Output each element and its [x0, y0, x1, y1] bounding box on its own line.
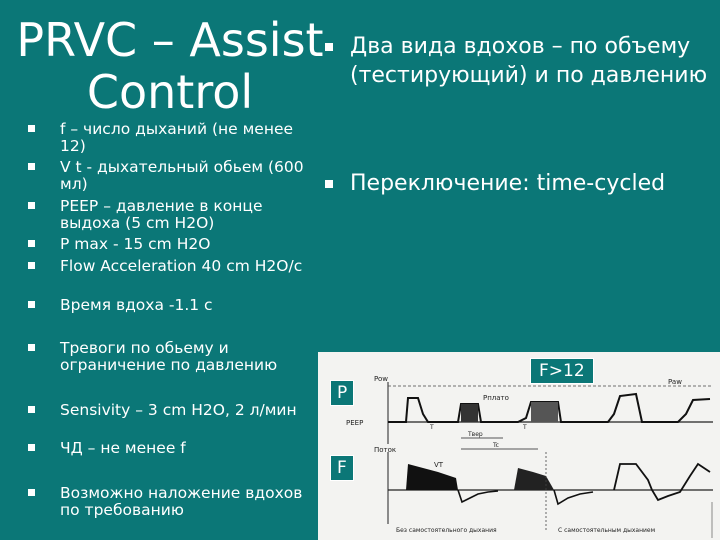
bullet-square-icon: [28, 240, 35, 247]
bullet-square-icon: [28, 406, 35, 413]
caption-spontaneous: С самостоятельным дыханием: [558, 527, 656, 534]
slide-title: [0, 14, 340, 118]
pressure-breath-fill: [531, 402, 558, 422]
bullet-square-icon: [28, 489, 35, 496]
bullet-square-icon: [325, 180, 333, 188]
flow-inspiration-fill: [514, 468, 554, 490]
title-line-2: Control: [86, 65, 254, 119]
pressure-tag: P: [330, 380, 354, 406]
label-vt: VT: [434, 461, 444, 469]
caption-no-spontaneous: Без самостоятельного дыхания: [396, 527, 497, 534]
bullet-square-icon: [325, 43, 333, 51]
ventilation-waveform-figure: [318, 352, 720, 540]
label-tinsp: Tвер: [468, 431, 483, 438]
flow-tag: F: [330, 455, 354, 481]
bullet-square-icon: [28, 344, 35, 351]
label-t1: T: [430, 424, 434, 431]
label-peep: PEEP: [346, 419, 364, 427]
bullet-square-icon: [28, 163, 35, 170]
label-pow: Pow: [374, 375, 388, 383]
label-potok: Поток: [374, 446, 397, 454]
waveform-diagram: [318, 352, 720, 540]
flow-spontaneous-curve: [614, 464, 710, 500]
bullet-square-icon: [28, 262, 35, 269]
flow-inspiration-fill: [406, 464, 458, 490]
f-greater-12-tag: F>12: [530, 358, 594, 384]
label-pplato: Pплато: [483, 394, 509, 402]
label-texp: Tc: [493, 442, 499, 449]
flow-expiration-curve: [458, 490, 498, 502]
label-t2: T: [523, 424, 527, 431]
pressure-breath-fill: [461, 404, 478, 422]
bullet-square-icon: [28, 125, 35, 132]
bullet-square-icon: [28, 301, 35, 308]
title-line-1: PRVC – Assist: [16, 13, 324, 67]
label-paw: Paw: [668, 378, 682, 386]
bullet-square-icon: [28, 444, 35, 451]
flow-expiration-curve: [554, 490, 593, 504]
bullet-square-icon: [28, 202, 35, 209]
